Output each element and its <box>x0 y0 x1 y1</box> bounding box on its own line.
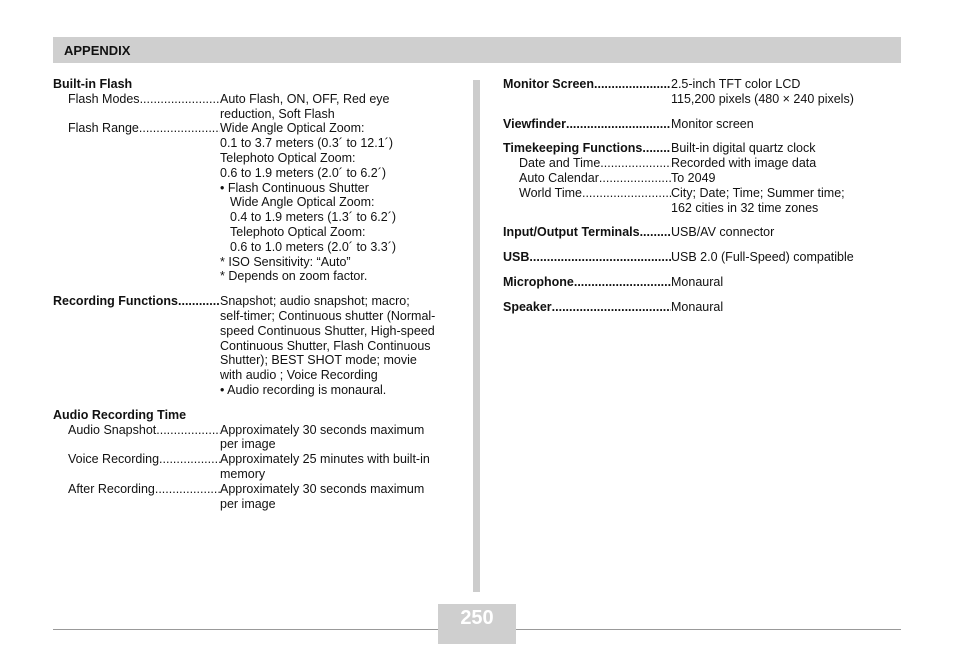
spec-label: Viewfinder ..... <box>503 117 671 132</box>
speaker-section <box>503 300 903 315</box>
viewfinder-section <box>503 117 903 132</box>
recording-functions-section <box>53 294 463 398</box>
spec-value: 2.5-inch TFT color LCD <box>671 77 801 91</box>
spec-value: per image <box>220 496 276 511</box>
built-in-flash-section <box>53 77 463 284</box>
spec-row-speaker <box>503 300 903 315</box>
spec-label: After Recording ..... <box>53 482 220 512</box>
spec-value: Wide Angle Optical Zoom: <box>220 121 365 136</box>
spec-label: Monitor Screen ..... <box>503 77 671 107</box>
spec-value: reduction, Soft Flash <box>220 106 335 121</box>
spec-value: Monitor screen <box>671 116 754 131</box>
io-terminals-section <box>503 225 903 240</box>
audio-recording-time-section <box>53 408 463 512</box>
spec-row-date-and-time <box>503 156 903 171</box>
section-title: Built-in Flash <box>53 77 133 91</box>
spec-row-io-terminals <box>503 225 903 240</box>
spec-values <box>220 121 463 284</box>
spec-values <box>671 156 903 171</box>
spec-value: USB 2.0 (Full-Speed) compatible <box>671 250 854 265</box>
spec-label: Auto Calendar ..... <box>503 171 671 186</box>
page-number-box <box>438 604 516 644</box>
spec-value: Wide Angle Optical Zoom: <box>230 195 375 210</box>
spec-values <box>220 423 463 453</box>
spec-label: Input/Output Terminals ..... <box>503 225 671 240</box>
spec-value: speed Continuous Shutter, High-speed <box>220 323 435 338</box>
spec-label: Speaker ..... <box>503 300 671 315</box>
page-number: 250 <box>460 607 494 629</box>
spec-row-world-time <box>503 186 903 216</box>
spec-label: Timekeeping Functions ..... <box>503 141 671 156</box>
spec-row-monitor-screen <box>503 77 903 107</box>
spec-label: Recording Functions ..... <box>53 294 220 398</box>
spec-values <box>220 92 463 122</box>
spec-value: Telephoto Optical Zoom: <box>220 150 356 165</box>
spec-value: Monaural <box>671 299 724 314</box>
spec-row-timekeeping <box>503 141 903 156</box>
spec-values <box>671 275 903 290</box>
spec-value: USB/AV connector <box>671 225 775 240</box>
right-column <box>503 77 903 325</box>
spec-value: Monaural <box>671 274 724 289</box>
spec-values <box>671 117 903 132</box>
spec-values <box>671 77 903 107</box>
spec-value: To 2049 <box>671 170 716 185</box>
header-bar <box>53 37 901 63</box>
bullet-note: • Audio recording is monaural. <box>220 382 387 397</box>
spec-row-voice-recording <box>53 452 463 482</box>
spec-value: with audio ; Voice Recording <box>220 368 378 383</box>
spec-row-usb <box>503 250 903 265</box>
spec-row-flash-range <box>53 121 463 284</box>
bullet-note: • Flash Continuous Shutter <box>220 180 369 195</box>
spec-values <box>671 225 903 240</box>
spec-value: Approximately 30 seconds maximum <box>220 422 425 437</box>
spec-label: Flash Range ..... <box>53 121 220 284</box>
left-column <box>53 77 463 521</box>
spec-value: Approximately 25 minutes with built-in <box>220 452 430 467</box>
spec-row-recording-functions <box>53 294 463 398</box>
spec-value: 115,200 pixels (480 × 240 pixels) <box>671 91 854 106</box>
spec-label: World Time ..... <box>503 186 671 216</box>
footnote: * Depends on zoom factor. <box>220 269 368 284</box>
spec-row-audio-snapshot <box>53 423 463 453</box>
spec-label: Voice Recording ..... <box>53 452 220 482</box>
spec-value: memory <box>220 466 266 481</box>
section-title: Audio Recording Time <box>53 407 187 422</box>
column-divider <box>473 80 480 592</box>
spec-label: Microphone ..... <box>503 275 671 290</box>
spec-values <box>220 482 463 512</box>
spec-values <box>671 141 903 156</box>
spec-values <box>220 452 463 482</box>
spec-row-flash-modes <box>53 92 463 122</box>
spec-value: 0.4 to 1.9 meters (1.3´ to 6.2´) <box>230 210 397 225</box>
spec-value: Built-in digital quartz clock <box>671 141 816 156</box>
spec-row-viewfinder <box>503 117 903 132</box>
spec-row-auto-calendar <box>503 171 903 186</box>
spec-value: self-timer; Continuous shutter (Normal- <box>220 308 436 323</box>
spec-value: Auto Flash, ON, OFF, Red eye <box>220 91 390 106</box>
spec-value: City; Date; Time; Summer time; <box>671 185 845 200</box>
spec-value: Continuous Shutter, Flash Continuous <box>220 338 431 353</box>
spec-values <box>671 300 903 315</box>
spec-label: Flash Modes ..... <box>53 92 220 122</box>
spec-value: 0.6 to 1.0 meters (2.0´ to 3.3´) <box>230 239 397 254</box>
spec-value: 0.6 to 1.9 meters (2.0´ to 6.2´) <box>220 165 387 180</box>
spec-value: 162 cities in 32 time zones <box>671 200 819 215</box>
spec-values <box>671 250 903 265</box>
spec-label: Date and Time ..... <box>503 156 671 171</box>
footnote: * ISO Sensitivity: “Auto” <box>220 254 351 269</box>
spec-value: Telephoto Optical Zoom: <box>230 224 366 239</box>
monitor-screen-section <box>503 77 903 107</box>
microphone-section <box>503 275 903 290</box>
spec-value: per image <box>220 437 276 452</box>
spec-values <box>220 294 463 398</box>
spec-value: Approximately 30 seconds maximum <box>220 481 425 496</box>
usb-section <box>503 250 903 265</box>
spec-value: Shutter); BEST SHOT mode; movie <box>220 353 417 368</box>
spec-label: USB ..... <box>503 250 671 265</box>
spec-value: 0.1 to 3.7 meters (0.3´ to 12.1´) <box>220 136 393 151</box>
section-header-title: APPENDIX <box>64 43 131 58</box>
spec-value: Recorded with image data <box>671 156 817 171</box>
spec-row-after-recording <box>53 482 463 512</box>
spec-values <box>671 171 903 186</box>
timekeeping-section <box>503 141 903 215</box>
spec-label: Audio Snapshot ..... <box>53 423 220 453</box>
spec-value: Snapshot; audio snapshot; macro; <box>220 294 410 309</box>
spec-values <box>671 186 903 216</box>
spec-row-microphone <box>503 275 903 290</box>
